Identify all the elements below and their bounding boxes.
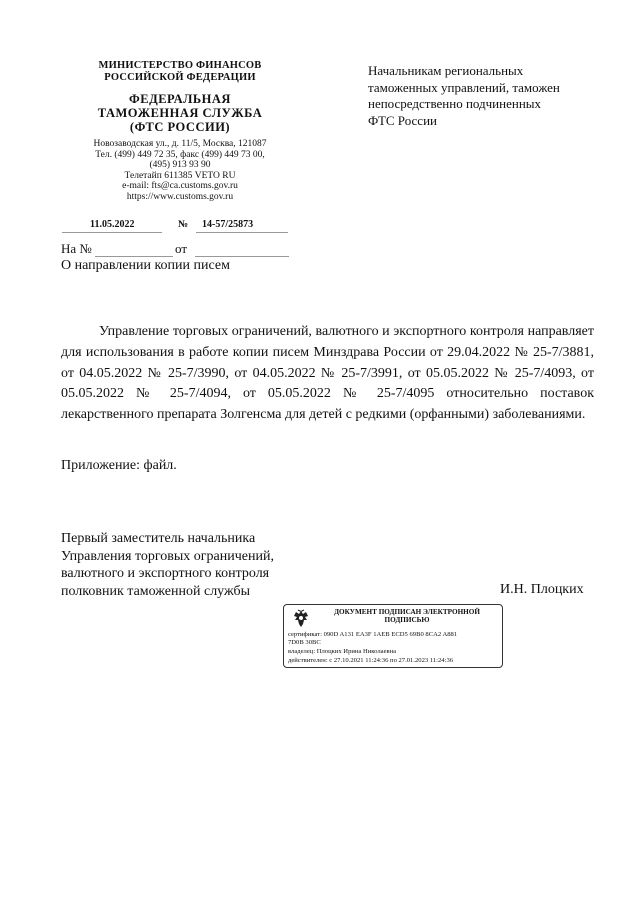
stamp-owner: владелец: Плоцких Ирина Николаевна (288, 648, 397, 655)
stamp-certificate-cont: 7D0B 30BC (288, 639, 321, 646)
registration-number: 14-57/25873 (202, 219, 254, 230)
contact-line: e-mail: fts@ca.customs.gov.ru (122, 181, 238, 192)
position-line: полковник таможенной службы (61, 583, 251, 599)
contact-line: Новозаводская ул., д. 11/5, Москва, 121087 (93, 139, 267, 149)
reference-date-blank (195, 256, 289, 257)
contact-line: Тел. (499) 449 72 35, факс (499) 449 73 00, (95, 149, 265, 160)
attachment-note: Приложение: файл. (61, 458, 177, 473)
number-underline (196, 232, 288, 233)
ministry-line: РОССИЙСКОЙ ФЕДЕРАЦИИ (104, 72, 256, 83)
addressee-line: ФТС России (368, 112, 437, 128)
addressee-line: Начальникам региональных (368, 63, 524, 78)
date-underline (62, 232, 162, 233)
addressee-line: непосредственно подчиненных (368, 96, 542, 111)
number-sign: № (178, 219, 189, 230)
service-line: ТАМОЖЕННАЯ СЛУЖБА (97, 106, 263, 120)
stamp-title-line: ПОДПИСЬЮ (384, 616, 430, 624)
addressee-line: таможенных управлений, таможен (368, 79, 560, 95)
addressee (368, 63, 608, 129)
ministry-line: МИНИСТЕРСТВО ФИНАНСОВ (98, 60, 262, 71)
contact-line: https://www.customs.gov.ru (126, 191, 234, 202)
contact-line: (495) 913 93 90 (149, 160, 211, 171)
position-line: Первый заместитель начальника (61, 531, 256, 546)
stamp-certificate: сертификат: 090D A131 EA3F 1AEB ECD5 69B0 8CA2 A881 (288, 631, 458, 638)
service-line: (ФТС РОССИИ) (129, 120, 231, 134)
service-name (60, 92, 300, 134)
stamp-title (314, 608, 500, 624)
reference-from: от (175, 241, 188, 256)
reference-label: На № (61, 241, 92, 256)
position-line: Управления торговых ограничений, (61, 548, 274, 564)
reference-number-blank (95, 256, 173, 257)
letter-body: Управление торговых ограничений, валютного и экспортного контроля направляет для использования в работе копии писем Минздрава России от 29.04.2022 № 25-7/3881, от 04.05.2022 № 25-7/3990, от 04.05.2022 № 25-7/3991, от 05.05.2022 № 25-7/4093, от 05.05.2022 № 25-7/4094, от 05.05.2022 № 25-7/4095 относительно поставок лекарственного препарата Золгенсма для детей с редкими (орфанными) заболеваниями. (61, 324, 594, 423)
stamp-title-line: ДОКУМЕНТ ПОДПИСАН ЭЛЕКТРОННОЙ (334, 608, 480, 616)
ministry-name (60, 60, 300, 84)
e-signature-stamp (283, 604, 503, 668)
eagle-emblem-icon (290, 608, 312, 630)
contact-info (60, 139, 300, 203)
document-subject: О направлении копии писем (61, 258, 230, 273)
registration-date: 11.05.2022 (90, 219, 135, 230)
service-line: ФЕДЕРАЛЬНАЯ (129, 92, 231, 106)
signatory-position (61, 530, 274, 600)
stamp-validity: действителен: с 27.10.2021 11:24:36 по 27.01.2023 11:24:36 (288, 657, 454, 664)
position-line: валютного и экспортного контроля (61, 566, 270, 581)
signatory-name: И.Н. Плоцких (500, 582, 584, 597)
contact-line: Телетайп 611385 VETO RU (124, 170, 236, 181)
